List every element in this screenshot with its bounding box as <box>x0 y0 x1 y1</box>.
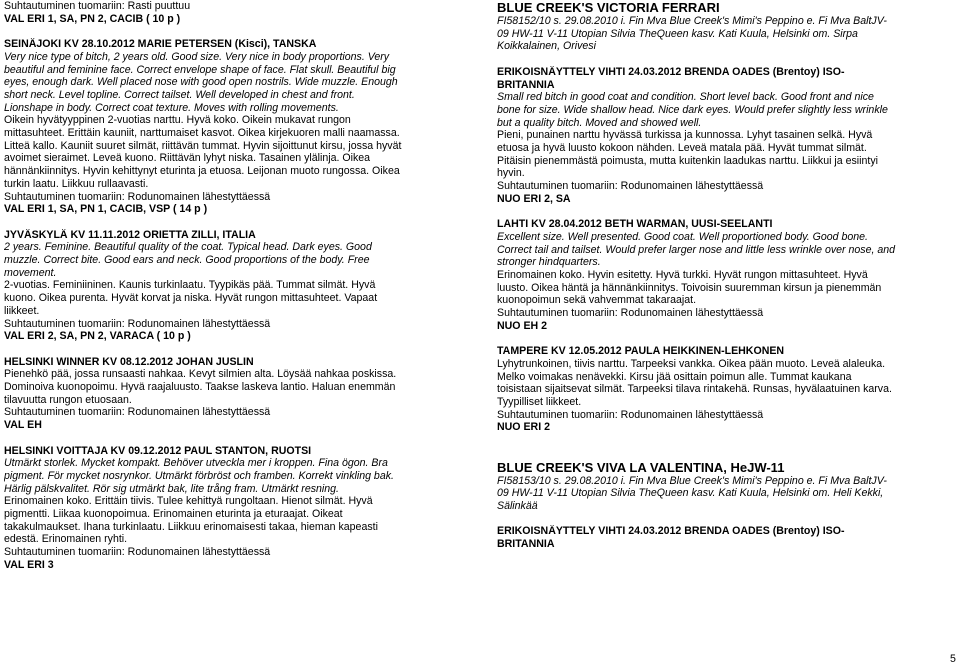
right-text-line: but a quality bitch. Moved and showed well. <box>497 116 702 129</box>
left-text-line: Suhtautuminen tuomariin: Rasti puuttuu <box>4 0 191 12</box>
right-text-line: TAMPERE KV 12.05.2012 PAULA HEIKKINEN-LEHKONEN <box>497 345 785 358</box>
left-text-line: movement. <box>4 266 57 279</box>
left-text-line: avoimet sieraimet. Leveä kuono. Riittävän lyhyt niska. Tasainen ylälinja. Oikea <box>4 152 371 165</box>
right-text-line: kuonopoimun sekä vahvemmat takaraajat. <box>497 294 697 307</box>
left-text-line: pigment. För mycket nosrynkor. Utmärkt förbröst och framben. Korrekt vinkling bak. <box>4 469 394 482</box>
left-text-line: Very nice type of bitch, 2 years old. Good size. Very nice in body proportions. Very <box>4 50 390 63</box>
left-text-line: tilavuutta rungon etuosaan. <box>4 393 132 406</box>
right-text-line: Pitäisin pienemmästä poimusta, mutta kuitenkin laadukas narttu. Liikkui ja esiintyi <box>497 154 878 167</box>
right-text-line: Erinomainen koko. Hyvin esitetty. Hyvä turkki. Hyvät rungon mittasuhteet. Hyvä <box>497 269 868 282</box>
right-text-line: BLUE CREEK'S VIVA LA VALENTINA, HeJW-11 <box>497 459 785 475</box>
right-text-line: BLUE CREEK'S VICTORIA FERRARI <box>497 0 720 15</box>
paragraph-gap <box>497 53 955 66</box>
right-text-line: ERIKOISNÄYTTELY VIHTI 24.03.2012 BRENDA OADES (Brentoy) ISO- <box>497 525 845 538</box>
left-text-line: Utmärkt storlek. Mycket kompakt. Behöver utveckla mer i kroppen. Fina ögon. Bra <box>4 457 388 470</box>
right-text-line: NUO ERI 2 <box>497 421 550 434</box>
left-text-line: Härlig pälskvalitet. Rör sig utmärkt bak, lite trång fram. Utmärkt resning. <box>4 482 339 495</box>
right-text-line: LAHTI KV 28.04.2012 BETH WARMAN, UUSI-SEELANTI <box>497 218 773 231</box>
right-text-line: stronger hindquarters. <box>497 256 601 269</box>
left-text-line: VAL ERI 1, SA, PN 1, CACIB, VSP ( 14 p ) <box>4 203 208 216</box>
left-text-line: HELSINKI WINNER KV 08.12.2012 JOHAN JUSLIN <box>4 355 254 368</box>
paragraph-gap <box>4 432 459 445</box>
right-text-line: luusto. Oikea häntä ja hännänkiinnitys. Toivoisin suuremman kirsun ja pienemmän <box>497 281 882 294</box>
right-text-line: ERIKOISNÄYTTELY VIHTI 24.03.2012 BRENDA OADES (Brentoy) ISO- <box>497 65 845 78</box>
left-text-line: HELSINKI VOITTAJA KV 09.12.2012 PAUL STANTON, RUOTSI <box>4 444 312 457</box>
left-text-line: Erinomainen koko. Erittäin tiivis. Tulee kehittyä rungoltaan. Hienot silmät. Hyvä <box>4 495 373 508</box>
left-text-line: mittasuhteet. Erittäin kauniit, narttumaiset kasvot. Oikea kirjekuoren malli naamassa. <box>4 127 400 140</box>
left-text-line: short neck. Level topline. Correct tailset. Well developed in chest and front. <box>4 88 355 101</box>
left-text-line: VAL ERI 1, SA, PN 2, CACIB ( 10 p ) <box>4 12 181 25</box>
paragraph-gap <box>4 25 459 38</box>
right-text-line: Excellent size. Well presented. Good coat. Well proportioned body. Good bone. <box>497 230 868 243</box>
paragraph-gap <box>497 434 955 447</box>
paragraph-gap <box>4 343 459 356</box>
right-text-line: FI58152/10 s. 29.08.2010 i. Fin Mva Blue Creek's Mimi's Peppino e. Fi Mva BaltJV- <box>497 15 887 27</box>
left-text-line: Oikein hyvätyyppinen 2-vuotias narttu. Hyvä koko. Oikein mukavat rungon <box>4 114 351 127</box>
left-text-line: Lionshape in body. Correct coat texture. Moves with rolling movements. <box>4 101 339 114</box>
left-text-line: Litteä kallo. Kauniit suuret silmät, riittävän tummat. Hyvin sijoittunut kirsu, jossa hyvät <box>4 139 402 152</box>
right-text-line: etuosa ja hyvä luusto kokoon nähden. Leveä matala pää. Hyvät tummat silmät. <box>497 142 867 155</box>
left-text-line: VAL ERI 2, SA, PN 2, VARACA ( 10 p ) <box>4 330 191 343</box>
left-text-line: hännänkiinnitys. Hyvin kehittynyt eturinta ja etuosa. Leijonan muoto rungossa. Oikea <box>4 165 400 178</box>
right-text-line: NUO EH 2 <box>497 319 548 332</box>
right-text-line: Suhtautuminen tuomariin: Rodunomainen lähestyttäessä <box>497 307 764 320</box>
right-text-line: Pieni, punainen narttu hyvässä turkissa ja kunnossa. Lyhyt tasainen selkä. Hyvä <box>497 129 873 142</box>
left-text-line: VAL EH <box>4 419 42 432</box>
left-text-line: eyes, enough dark. Well placed nose with good open nostrils. Wide muzzle. Enough <box>4 76 398 89</box>
paragraph-gap <box>497 206 955 219</box>
left-text-line: beautiful and feminine face. Correct envelope shape of face. Flat skull. Beautiful big <box>4 63 396 76</box>
left-text-line: Pienehkö pää, jossa runsaasti nahkaa. Kevyt silmien alta. Löysää nahkaa poskissa. <box>4 368 397 381</box>
left-text-line: 2 years. Feminine. Beautiful quality of the coat. Typical head. Dark eyes. Good <box>4 241 372 254</box>
right-text-line: FI58153/10 s. 29.08.2010 i. Fin Mva Blue Creek's Mimi's Peppino e. Fi Mva BaltJV- <box>497 474 887 487</box>
left-text-line: Suhtautuminen tuomariin: Rodunomainen lähestyttäessä <box>4 406 271 419</box>
right-text-line: Suhtautuminen tuomariin: Rodunomainen lähestyttäessä <box>497 180 764 193</box>
right-text-line: Lyhytrunkoinen, tiivis narttu. Tarpeeksi vankka. Oikea pään muoto. Leveä alaleuka. <box>497 357 886 370</box>
paragraph-gap <box>497 333 955 346</box>
paragraph-gap <box>497 447 955 460</box>
right-text-line: hyvin. <box>497 167 525 180</box>
right-text-line: Melko voimakas nenävekki. Kirsu jää osittain poimun alle. Tummat kaukana <box>497 370 852 383</box>
right-text-line: BRITANNIA <box>497 78 555 91</box>
right-text-line: Small red bitch in good coat and condition. Short level back. Good front and nice <box>497 91 874 104</box>
right-column <box>497 0 955 551</box>
paragraph-gap <box>497 513 955 526</box>
left-text-line: turkin laatu. Liikkuu rullaavasti. <box>4 177 149 190</box>
left-text-line: SEINÄJOKI KV 28.10.2012 MARIE PETERSEN (Kisci), TANSKA <box>4 38 317 51</box>
paragraph-gap <box>4 216 459 229</box>
left-text-line: muzzle. Correct bite. Good ears and neck. Good proportions of the body. Free <box>4 254 370 267</box>
right-text-line: bone for size. Wide shallow head. Nice dark eyes. Would prefer slightly less wrinkle <box>497 103 888 116</box>
right-text-line: Correct tail and tailset. Would prefer larger nose and little less wrinkle over nose, and <box>497 243 896 256</box>
left-text-line: Suhtautuminen tuomariin: Rodunomainen lähestyttäessä <box>4 546 271 559</box>
right-text-line: 09 HW-11 V-11 Utopian Silvia TheQueen kasv. Kati Kuula, Helsinki om. Sirpa <box>497 27 858 40</box>
left-text-line: liikkeet. <box>4 304 40 317</box>
left-text-line: edestä. Erinomainen ryhti. <box>4 533 128 546</box>
right-text-line: toisistaan sijaitsevat silmät. Tarpeeksi tilava rintakehä. Runsas, hyvälaatuinen karva. <box>497 383 892 396</box>
left-text-line: Suhtautuminen tuomariin: Rodunomainen lähestyttäessä <box>4 190 271 203</box>
page-number: 5 <box>950 653 956 665</box>
left-text-line: JYVÄSKYLÄ KV 11.11.2012 ORIETTA ZILLI, ITALIA <box>4 228 256 241</box>
right-text-line: Suhtautuminen tuomariin: Rodunomainen lähestyttäessä <box>497 408 764 421</box>
left-column <box>4 0 459 572</box>
right-text-line: Tyypilliset liikkeet. <box>497 396 582 409</box>
left-text-line: VAL ERI 3 <box>4 558 54 571</box>
right-text-line: Sälinkää <box>497 499 538 512</box>
right-text-line: 09 HW-11 V-11 Utopian Silvia TheQueen kasv. Kati Kuula, Helsinki om. Heli Kekki, <box>497 487 884 500</box>
right-text-line: NUO ERI 2, SA <box>497 192 571 205</box>
left-text-line: pigmentti. Liikaa kuonopoimua. Erinomainen eturinta ja eturaajat. Oikeat <box>4 508 343 521</box>
left-text-line: 2-vuotias. Feminiininen. Kaunis turkinlaatu. Tyypikäs pää. Tummat silmät. Hyvä <box>4 279 376 292</box>
left-text-line: Dominoiva kuonopoimu. Hyvä raajaluusto. Taakse laskeva lantio. Haluan enemmän <box>4 381 396 394</box>
right-text-line: BRITANNIA <box>497 538 555 551</box>
right-text-line: Koikkalainen, Orivesi <box>497 40 596 53</box>
left-text-line: takakulmaukset. Ihana turkinlaatu. Liikkuu erinomaisesti takaa, hieman kapeasti <box>4 520 378 533</box>
left-text-line: kuono. Oikea purenta. Hyvät korvat ja niska. Hyvät rungon mittasuhteet. Vapaat <box>4 292 378 305</box>
left-text-line: Suhtautuminen tuomariin: Rodunomainen lähestyttäessä <box>4 317 271 330</box>
